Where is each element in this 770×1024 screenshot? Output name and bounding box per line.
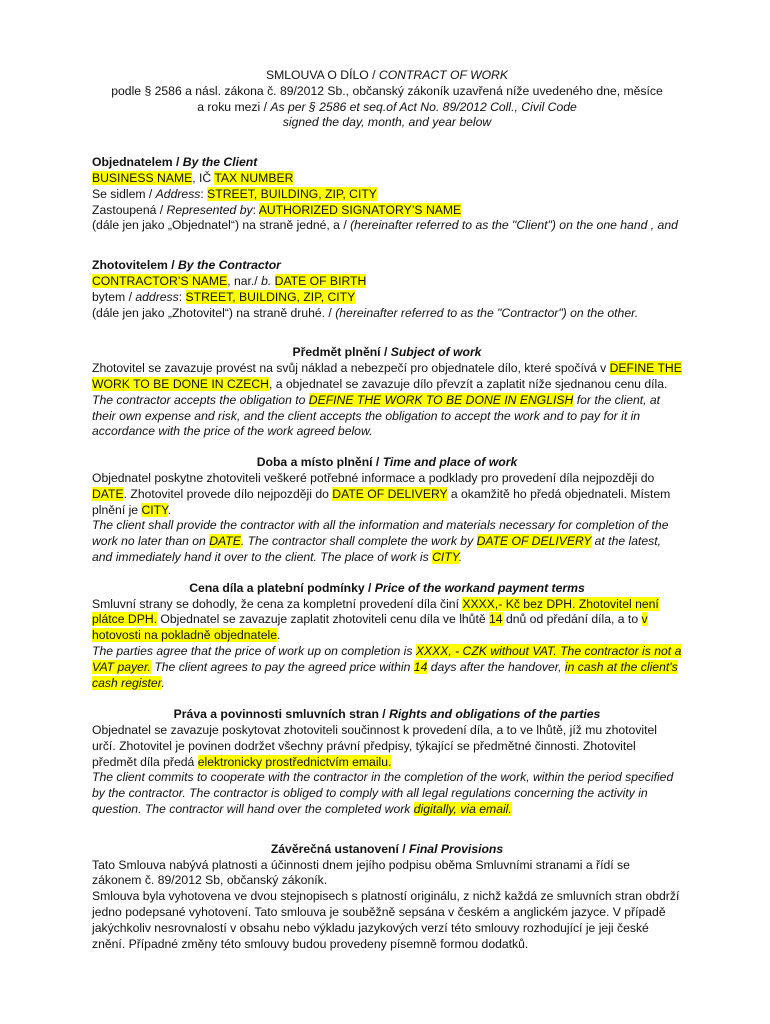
client-reference: (dále jen jako „Objednatel“) na straně jedné, a / (hereinafter referred to as the "Client") on the one hand , and bbox=[92, 218, 678, 233]
handover-method-field-en[interactable]: digitally, via email. bbox=[413, 802, 512, 817]
title-cz: SMLOUVA O DÍLO / bbox=[266, 68, 379, 82]
price-text-cz: Smluvní strany se dohodly, že cena za kompletní provedení díla činí XXXX,- Kč bez DPH. Zhotovitel není plátce DPH. Objednatel se zavazuje zaplatit zhotoviteli cenu díla ve lhůtě 14 dnů od předání díla, a to v hotovosti na pokladně objednatele. bbox=[92, 596, 659, 643]
payment-method-field-cz[interactable]: v hotovosti na pokladně objednatele bbox=[92, 612, 648, 643]
city-field-en[interactable]: CITY bbox=[432, 549, 459, 564]
delivery-date-field-en[interactable]: DATE OF DELIVERY bbox=[476, 534, 592, 549]
city-field-cz[interactable]: CITY bbox=[141, 502, 168, 517]
date-field-en[interactable]: DATE bbox=[209, 534, 241, 549]
contract-body bbox=[92, 68, 682, 952]
contractor-section: Zhotovitelem / By the Contractor CONTRACTOR’S NAME, nar./ b. DATE OF BIRTH bytem / address: STREET, BUILDING, ZIP, CITY (dále jen jako „Zhotovitel“) na straně druhé. / (hereinafter referred to as the "Contractor") on the other. bbox=[92, 258, 682, 321]
subject-heading: Předmět plnění / Subject of work bbox=[292, 345, 482, 360]
time-place-text-cz: Objednatel poskytne zhotoviteli veškeré potřebné informace a podklady pro provedení díla nejpozději do DATE. Zhotovitel provede dílo nejpozději do DATE OF DELIVERY a okamžitě ho předá objednateli. Místem plnění je CITY. bbox=[92, 470, 671, 517]
rights-section bbox=[92, 707, 682, 818]
contractor-reference: (dále jen jako „Zhotovitel“) na straně druhé. / (hereinafter referred to as the "Contractor") on the other. bbox=[92, 305, 639, 320]
subject-text-cz: Zhotovitel se zavazuje provést na svůj náklad a nebezpečí pro objednatele dílo, které spočívá v DEFINE THE WORK TO BE DONE IN CZECH, a objednatel se zavazuje dílo převzít a zaplatit níže sjednanou cenu díla. bbox=[92, 361, 682, 391]
work-definition-cz-field[interactable]: DEFINE THE WORK TO BE DONE IN CZECH bbox=[92, 361, 682, 391]
final-section bbox=[92, 842, 682, 953]
client-signatory-field[interactable]: AUTHORIZED SIGNATORY’S NAME bbox=[258, 202, 462, 217]
price-section bbox=[92, 581, 682, 692]
subject-section bbox=[92, 345, 682, 440]
subject-text-en: The contractor accepts the obligation to DEFINE THE WORK TO BE DONE IN ENGLISH for the client, at their own expense and risk, and the client accepts the obligation to accept the work and to pay for it in accordance with the price of the work agreed below. bbox=[92, 392, 661, 439]
contractor-name-field[interactable]: CONTRACTOR’S NAME bbox=[92, 273, 228, 288]
rights-text-en: The client commits to cooperate with the contractor in the completion of the work, within the period specified by the contractor. The contractor is obliged to comply with all legal regulations concerning the activity in question. The contractor will hand over the completed work digitally, via email. bbox=[92, 770, 674, 817]
title-line3-cz: a roku mezi / bbox=[197, 99, 271, 114]
client-heading: Objednatelem / By the Client bbox=[92, 155, 258, 170]
client-business-name-field[interactable]: BUSINESS NAME bbox=[92, 170, 193, 185]
payment-days-field-cz[interactable]: 14 bbox=[489, 612, 503, 627]
title-legal-basis-en: As per § 2586 et seq.of Act No. 89/2012 Coll., Civil Code bbox=[270, 99, 577, 114]
price-heading: Cena díla a platební podmínky / Price of the workand payment terms bbox=[189, 580, 585, 595]
time-place-section bbox=[92, 455, 682, 566]
price-text-en: The parties agree that the price of work up on completion is XXXX, - CZK without VAT. The contractor is not a VAT payer. The client agrees to pay the agreed price within 14 days after the handover, in cash at the client's cash register. bbox=[92, 643, 682, 690]
title-signed-line: signed the day, month, and year below bbox=[282, 115, 492, 130]
final-paragraph-copies: Smlouva byla vyhotovena ve dvou stejnopisech s platností originálu, z nichž každá ze smluvních stran obdrží jedno podepsané vyhotovení. Tato smlouva je souběžně sepsána v českém a anglickém jazyce. V případě jakýchkoliv nesrovnalostí v obsahu nebo výkladu jazykových verzí této smlouvy rozhodující je jeji české znění. Případné změny této smlouvy budou provedeny písemně formou dodatků. bbox=[92, 889, 680, 951]
final-paragraph-validity: Tato Smlouva nabývá platnosti a účinnosti dnem jejího podpisu oběma Smluvními stranami a řídí se zákonem č. 89/2012 Sb, občanský zákoník. bbox=[92, 857, 630, 888]
payment-days-field-en[interactable]: 14 bbox=[413, 659, 428, 674]
contractor-address-field[interactable]: STREET, BUILDING, ZIP, CITY bbox=[185, 289, 356, 304]
title-en: CONTRACT OF WORK bbox=[378, 68, 508, 82]
client-address-field[interactable]: STREET, BUILDING, ZIP, CITY bbox=[207, 186, 377, 201]
handover-method-field-cz[interactable]: elektronicky prostřednictvím emailu. bbox=[197, 754, 392, 769]
client-section: Objednatelem / By the Client BUSINESS NAME, IČ TAX NUMBER Se sidlem / Address: STREET, BUILDING, ZIP, CITY Zastoupená / Represented by: AUTHORIZED SIGNATORY’S NAME (dále jen jako „Objednatel“) na straně jedné, a / (hereinafter referred to as the "Client") on the one hand , and bbox=[92, 155, 682, 234]
rights-text-cz: Objednatel se zavazuje poskytovat zhotoviteli součinnost k provedení díla, a to ve lhůtě, jíž mu zhotovitel určí. Zhotovitel je povinen dodržet všechny právní předpisy, týkající se předmětné činnosti. Zhotovitel předmět díla předá elektronicky prostřednictvím emailu. bbox=[92, 723, 658, 769]
price-field-cz[interactable]: XXXX,- Kč bez DPH. Zhotovitel není plátce DPH. bbox=[92, 596, 659, 627]
contractor-birth-date-field[interactable]: DATE OF BIRTH bbox=[274, 273, 367, 288]
price-field-en[interactable]: XXXX, - CZK without VAT. The contractor is not a VAT payer. bbox=[92, 643, 682, 674]
title-legal-basis-cz: podle § 2586 a násl. zákona č. 89/2012 Sb., občanský zákoník uzavřená níže uvedeného dne, měsíce bbox=[111, 83, 663, 98]
time-place-heading: Doba a místo plnění / Time and place of work bbox=[256, 455, 518, 470]
client-tax-number-field[interactable]: TAX NUMBER bbox=[214, 170, 294, 185]
rights-heading: Práva a povinnosti smluvních stran / Rights and obligations of the parties bbox=[173, 707, 601, 722]
work-definition-en-field[interactable]: DEFINE THE WORK TO BE DONE IN ENGLISH bbox=[308, 392, 574, 407]
contract-title bbox=[92, 68, 682, 131]
date-field-cz[interactable]: DATE bbox=[92, 486, 124, 501]
time-place-text-en: The client shall provide the contractor with all the information and materials necessary for completion of the work no later than on DATE. The contractor shall complete the work by DATE OF DELIVERY at the latest, and immediately hand it over to the client. The place of work is CITY. bbox=[92, 518, 669, 564]
delivery-date-field-cz[interactable]: DATE OF DELIVERY bbox=[332, 486, 448, 501]
contractor-heading: Zhotovitelem / By the Contractor bbox=[92, 258, 281, 273]
payment-method-field-en[interactable]: in cash at the client's cash register bbox=[92, 659, 678, 690]
final-heading: Závěrečná ustanovení / Final Provisions bbox=[270, 841, 504, 856]
